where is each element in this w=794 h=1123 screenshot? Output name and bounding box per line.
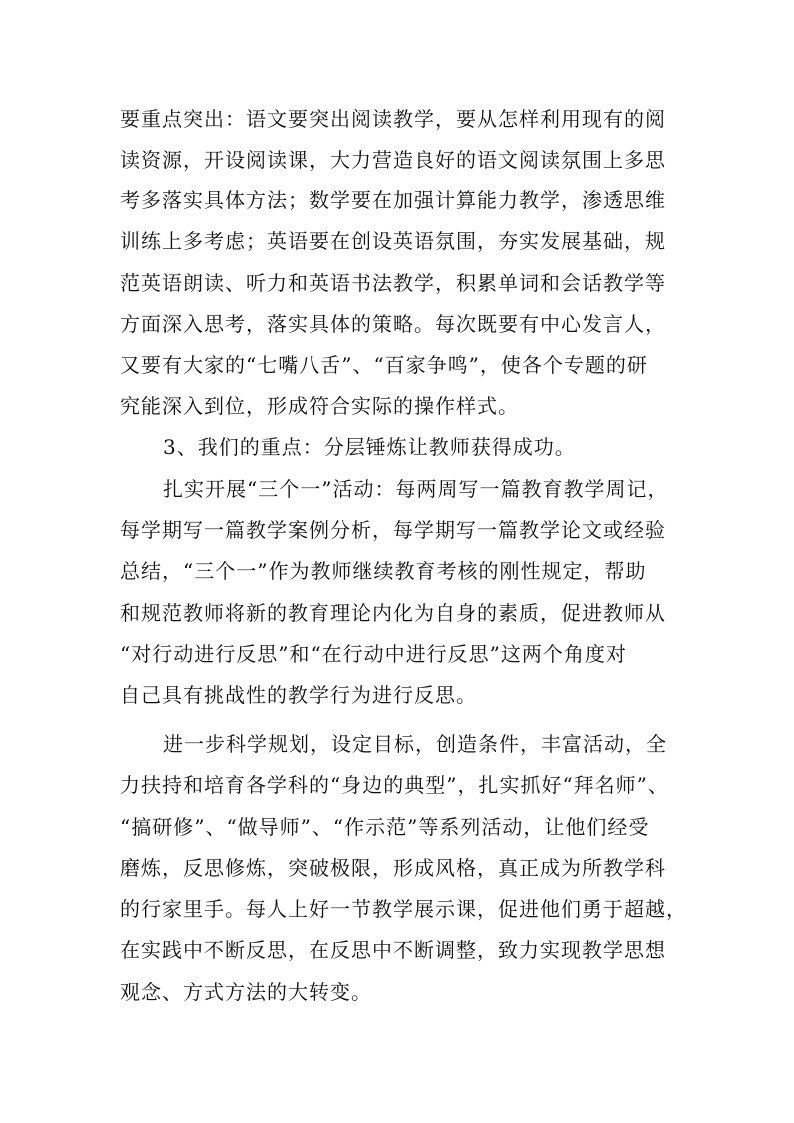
paragraph-1-line-3: 考多落实具体方法；数学要在加强计算能力教学，渗透思维 (120, 188, 666, 212)
paragraph-4-line-4: 磨炼，反思修炼，突破极限，形成风格，真正成为所教学科 (120, 856, 666, 880)
paragraph-4-line-7: 观念、方式方法的大转变。 (120, 980, 372, 1004)
paragraph-1-line-1: 要重点突出：语文要突出阅读教学，要从怎样利用现有的阅 (120, 107, 666, 131)
paragraph-3-line-1: 扎实开展“三个一”活动：每两周写一篇教育教学周记， (163, 477, 669, 501)
paragraph-3-line-5: “对行动进行反思”和“在行动中进行反思”这两个角度对 (120, 642, 627, 666)
paragraph-3-line-4: 和规范教师将新的教育理论内化为自身的素质，促进教师从 (120, 601, 666, 625)
paragraph-1-line-8: 究能深入到位，形成符合实际的操作样式。 (120, 394, 519, 418)
paragraph-1-line-4: 训练上多考虑；英语要在创设英语氛围，夯实发展基础，规 (120, 229, 666, 253)
paragraph-4-line-6: 在实践中不断反思，在反思中不断调整，致力实现教学思想 (120, 938, 666, 962)
paragraph-1-line-7: 又要有大家的“七嘴八舌”、“百家争鸣”，使各个专题的研 (120, 353, 648, 377)
paragraph-3-line-3: 总结，“三个一”作为教师继续教育考核的刚性规定，帮助 (120, 559, 647, 583)
paragraph-1-line-6: 方面深入思考，落实具体的策略。每次既要有中心发言人， (120, 312, 666, 336)
paragraph-3-line-2: 每学期写一篇教学案例分析，每学期写一篇教学论文或经验 (120, 518, 666, 542)
paragraph-3-line-6: 自己具有挑战性的教学行为进行反思。 (120, 683, 477, 707)
paragraph-4-line-1: 进一步科学规划，设定目标，创造条件，丰富活动，全 (163, 732, 667, 756)
paragraph-4-line-2: 力扶持和培育各学科的“身边的典型”，扎实抓好“拜名师”、 (120, 773, 669, 797)
paragraph-1-line-2: 读资源，开设阅读课，大力营造良好的语文阅读氛围上多思 (120, 148, 666, 172)
paragraph-1-line-5: 范英语朗读、听力和英语书法教学，积累单词和会话教学等 (120, 271, 666, 295)
paragraph-4-line-5: 的行家里手。每人上好一节教学展示课，促进他们勇于超越， (120, 897, 687, 921)
paragraph-4-line-3: “搞研修”、“做导师”、“作示范”等系列活动，让他们经受 (120, 815, 650, 839)
section-heading: 3、我们的重点：分层锤炼让教师获得成功。 (163, 435, 576, 459)
